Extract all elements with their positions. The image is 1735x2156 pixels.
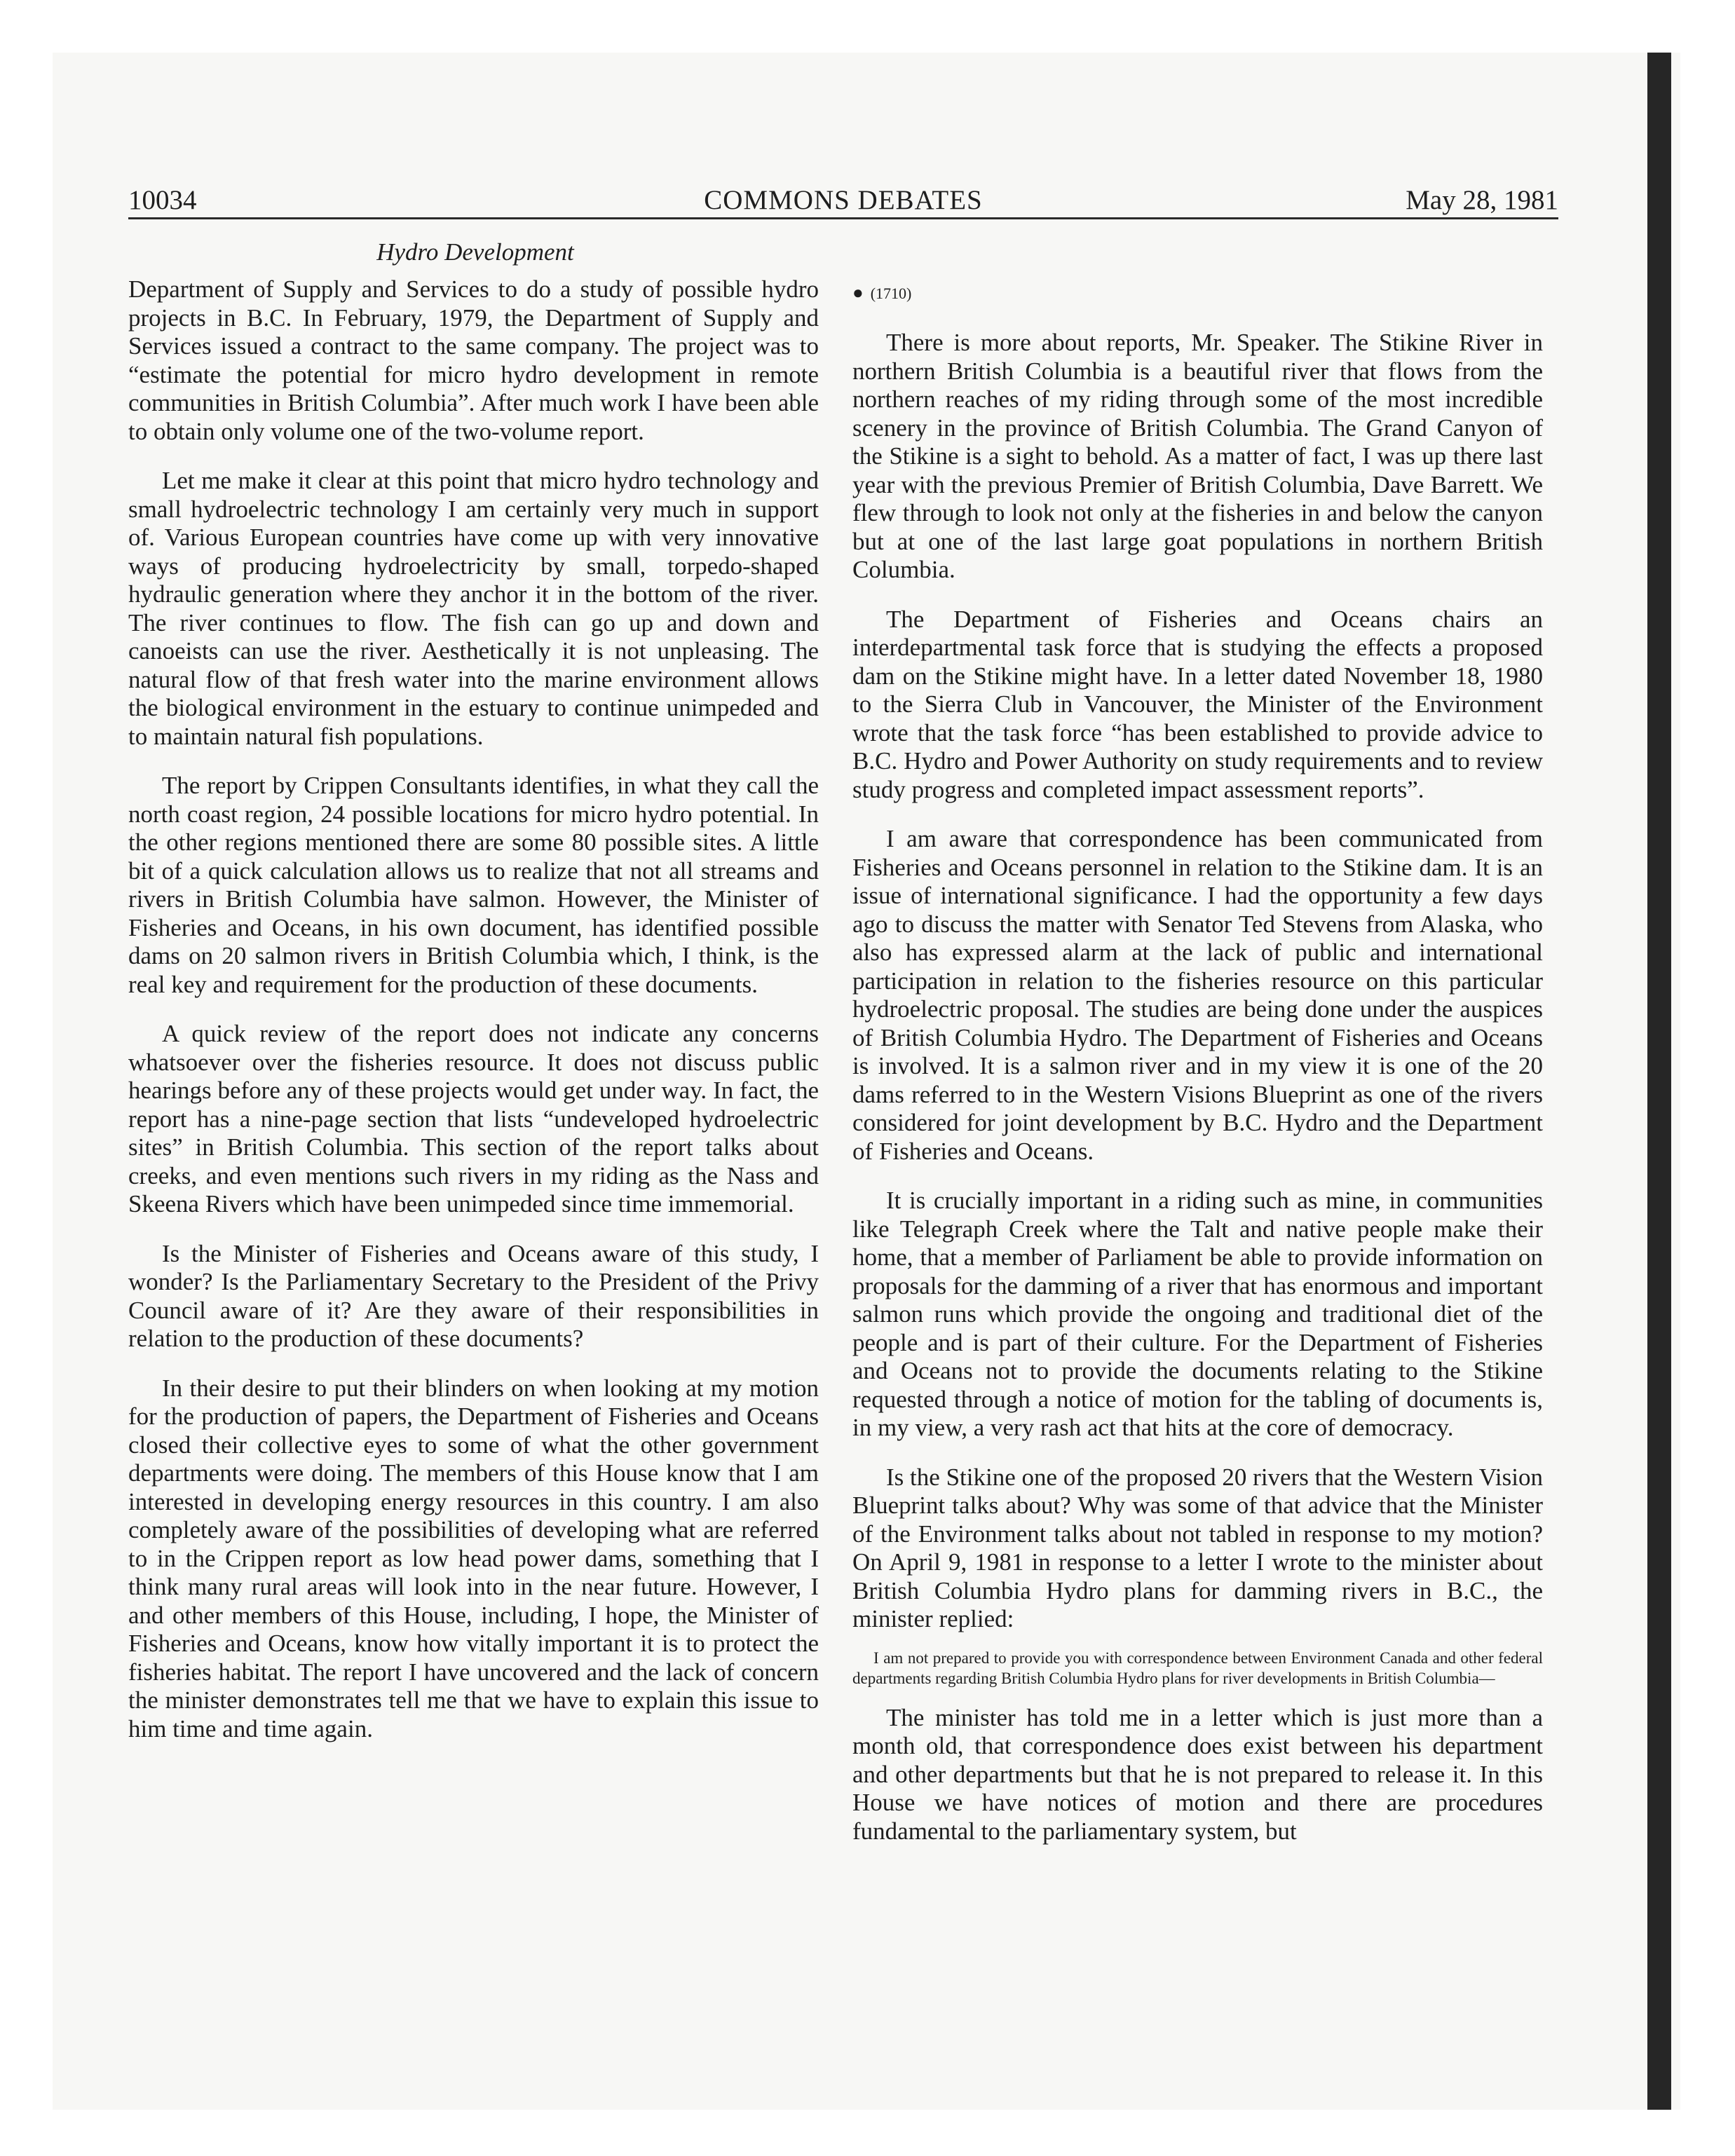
paragraph: Is the Stikine one of the proposed 20 rivers that the Western Vision Blueprint talks about? Why was some of that advice that the Minister of the Environment talks about not tabled in response to my motion? On April 9, 1981 in response to a letter I wrote to the minister about British Columbia Hydro plans for damming rivers in B.C., the minister replied: xyxy=(852,1463,1543,1632)
paragraph: Department of Supply and Services to do a study of possible hydro projects in B.C. In February, 1979, the Department of Supply and Services issued a contract to the same company. The project was to “estimate the potential for micro hydro development in remote communities in British Columbia”. After much work I have been able to obtain only volume one of the two-volume report. xyxy=(128,275,819,445)
block-quote xyxy=(852,1648,1543,1688)
time-marker xyxy=(852,279,1543,308)
journal-title: COMMONS DEBATES xyxy=(704,185,983,215)
header-rule xyxy=(128,217,1558,219)
bullet-icon: ● xyxy=(852,282,864,303)
left-column xyxy=(128,275,819,1764)
right-column xyxy=(852,279,1543,1867)
paragraph: The Department of Fisheries and Oceans chairs an interdepartmental task force that is studying the effects a proposed dam on the Stikine might have. In a letter dated November 18, 1980 to the Sierra Club in Vancouver, the Minister of the Environment wrote that the task force “has been established to provide advice to B.C. Hydro and Power Authority on study requirements and to review study progress and completed impact assessment reports”. xyxy=(852,605,1543,803)
section-heading: Hydro Development xyxy=(376,238,574,266)
paragraph: The report by Crippen Consultants identifies, in what they call the north coast region, 24 possible locations for micro hydro potential. In the other regions mentioned there are some 80 possible sites. A little bit of a quick calculation allows us to realize that not all streams and rivers in British Columbia have salmon. However, the Minister of Fisheries and Oceans, in his own document, has identified possible dams on 20 salmon rivers in British Columbia which, I think, is the real key and requirement for the production of these documents. xyxy=(128,772,819,998)
paragraph: In their desire to put their blinders on when looking at my motion for the production of papers, the Department of Fisheries and Oceans closed their collective eyes to some of what the other government departments were doing. The members of this House know that I am interested in developing energy resources in this country. I am also completely aware of the possibilities of developing what are referred to in the Crippen report as low head power dams, something that I think many rural areas will look into in the near future. However, I and other members of this House, including, I hope, the Minister of Fisheries and Oceans, know how vitally important it is to protect the fisheries habitat. The report I have uncovered and the lack of concern the minister demonstrates tell me that we have to explain this issue to him time and time again. xyxy=(128,1374,819,1742)
paragraph: Is the Minister of Fisheries and Oceans aware of this study, I wonder? Is the Parliamentary Secretary to the President of the Privy Council aware of it? Are they aware of their responsibilities in relation to the production of these documents? xyxy=(128,1239,819,1352)
scan-edge-bar xyxy=(1647,53,1671,2110)
page-number: 10034 xyxy=(128,185,197,215)
time-marker-text: (1710) xyxy=(870,285,912,302)
page-header xyxy=(128,184,1558,217)
paragraph: A quick review of the report does not indicate any concerns whatsoever over the fisheries resource. It does not discuss public hearings before any of these projects would get under way. In fact, the report has a nine-page section that lists “undeveloped hydroelectric sites” in British Columbia. This section of the report talks about creeks, and even mentions such rivers in my riding as the Nass and Skeena Rivers which have been unimpeded since time immemorial. xyxy=(128,1020,819,1217)
header-date: May 28, 1981 xyxy=(1406,185,1558,215)
block-quote-text: I am not prepared to provide you with correspondence between Environment Canada and other federal departments regarding British Columbia Hydro plans for river developments in British Columbia— xyxy=(852,1649,1543,1687)
paragraph: There is more about reports, Mr. Speaker. The Stikine River in northern British Columbia is a beautiful river that flows from the northern reaches of my riding through some of the most incredible scenery in the province of British Columbia. The Grand Canyon of the Stikine is a sight to behold. As a matter of fact, I was up there last year with the previous Premier of British Columbia, Dave Barrett. We flew through to look not only at the fisheries in and below the canyon but at one of the last large goat populations in northern British Columbia. xyxy=(852,329,1543,583)
paragraph: Let me make it clear at this point that micro hydro technology and small hydroelectric technology I am certainly very much in support of. Various European countries have come up with very innovative ways of producing hydroelectricity by small, torpedo-shaped hydraulic generation where they anchor it in the bottom of the river. The river continues to flow. The fish can go up and down and canoeists can use the river. Aesthetically it is not unpleasing. The natural flow of that fresh water into the marine environment allows the biological environment in the estuary to continue unimpeded and to maintain natural fish populations. xyxy=(128,467,819,750)
paragraph: The minister has told me in a letter which is just more than a month old, that correspondence does exist between his department and other departments but that he is not prepared to release it. In this House we have notices of motion and there are procedures fundamental to the parliamentary system, but xyxy=(852,1703,1543,1845)
paragraph: It is crucially important in a riding such as mine, in communities like Telegraph Creek where the Talt and native people make their home, that a member of Parliament be able to provide information on proposals for the damming of a river that has enormous and important salmon runs which provide the ongoing and traditional diet of the people and is part of their culture. For the Department of Fisheries and Oceans not to provide the documents relating to the Stikine requested through a notice of motion for the tabling of documents is, in my view, a very rash act that hits at the core of democracy. xyxy=(852,1187,1543,1441)
paragraph: I am aware that correspondence has been communicated from Fisheries and Oceans personnel in relation to the Stikine dam. It is an issue of international significance. I had the opportunity a few days ago to discuss the matter with Senator Ted Stevens from Alaska, who also has expressed alarm at the lack of public and international participation in relation to the fisheries resource on this particular hydroelectric proposal. The studies are being done under the auspices of British Columbia Hydro. The Department of Fisheries and Oceans is involved. It is a salmon river and in my view it is one of the 20 dams referred to in the Western Visions Blueprint as one of the rivers considered for joint development by B.C. Hydro and the Department of Fisheries and Oceans. xyxy=(852,825,1543,1165)
